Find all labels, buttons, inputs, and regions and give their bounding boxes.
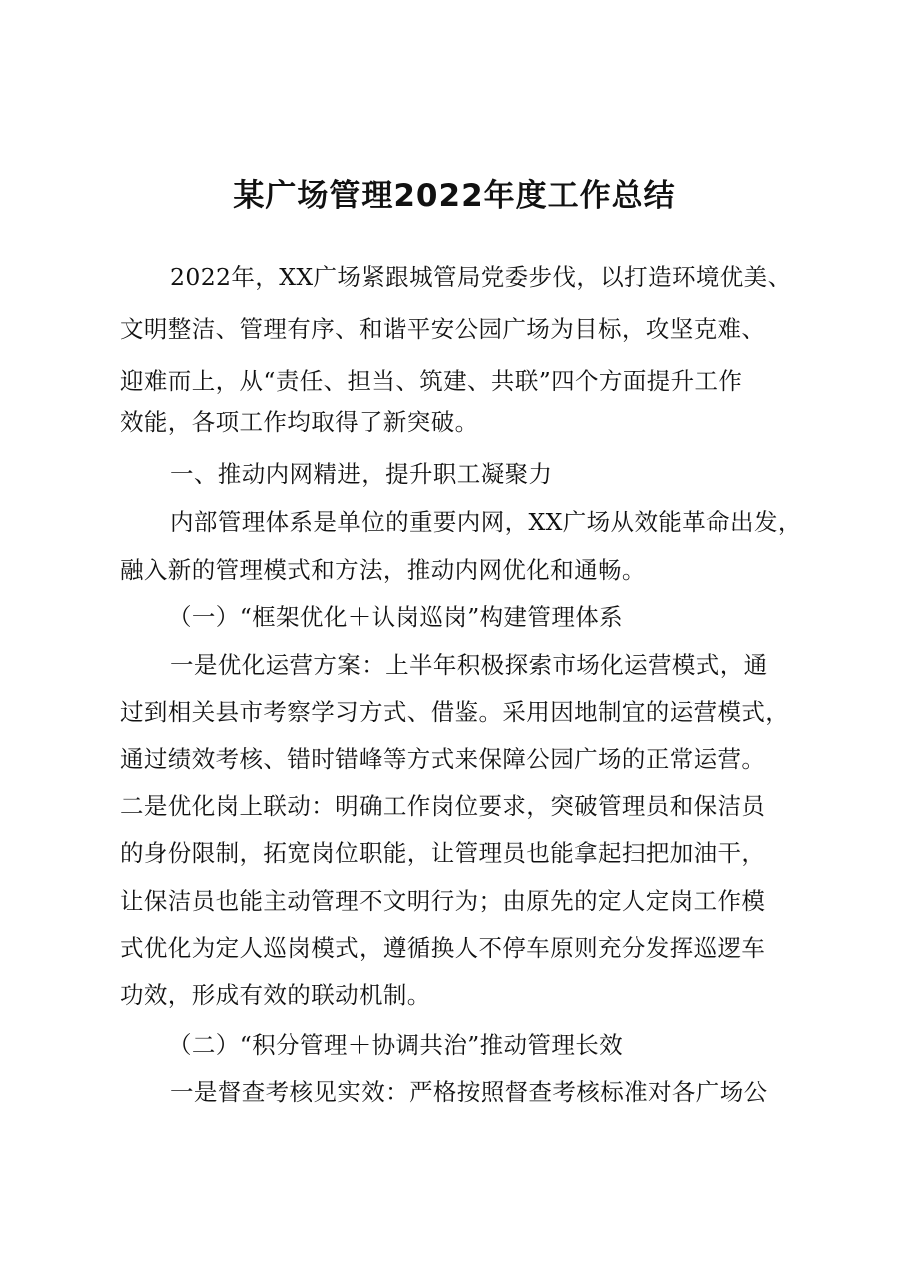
paragraph-line: 融入新的管理模式和方法，推动内网优化和通畅。 — [120, 556, 646, 584]
paragraph-line: 文明整洁、管理有序、和谐平安公园广场为目标，攻坚克难、 — [120, 315, 766, 343]
paragraph-line: 一是优化运营方案：上半年积极探索市场化运营模式，通 — [170, 651, 768, 679]
paragraph-line: 迎难而上，从“责任、担当、筑建、共联”四个方面提升工作 — [120, 367, 743, 395]
paragraph-line: 一是督查考核见实效：严格按照督查考核标准对各广场公 — [170, 1078, 768, 1106]
paragraph-line: 式优化为定人巡岗模式，遵循换人不停车原则充分发挥巡逻车 — [120, 934, 766, 962]
section-heading: 一、推动内网精进，提升职工凝聚力 — [170, 460, 553, 488]
document-title: 某广场管理2022年度工作总结 — [233, 178, 676, 214]
paragraph-line: 二是优化岗上联动：明确工作岗位要求，突破管理员和保洁员 — [120, 792, 766, 820]
paragraph-line: 通过绩效考核、错时错峰等方式来保障公园广场的正常运营。 — [120, 745, 766, 773]
subsection-heading: （一）“框架优化＋认岗巡岗”构建管理体系 — [168, 603, 624, 631]
subsection-heading: （二）“积分管理＋协调共治”推动管理长效 — [168, 1031, 624, 1059]
paragraph-line: 的身份限制，拓宽岗位职能，让管理员也能拿起扫把加油干， — [120, 839, 766, 867]
paragraph-line: 让保洁员也能主动管理不文明行为；由原先的定人定岗工作模 — [120, 887, 766, 915]
paragraph-line: 效能，各项工作均取得了新突破。 — [120, 408, 479, 436]
paragraph-line: 2022年，XX广场紧跟城管局党委步伐，以打造环境优美、 — [170, 263, 792, 291]
paragraph-line: 过到相关县市考察学习方式、借鉴。采用因地制宜的运营模式， — [120, 698, 790, 726]
paragraph-line: 功效，形成有效的联动机制。 — [120, 981, 431, 1009]
paragraph-line: 内部管理体系是单位的重要内网，XX广场从效能革命出发， — [170, 508, 802, 536]
